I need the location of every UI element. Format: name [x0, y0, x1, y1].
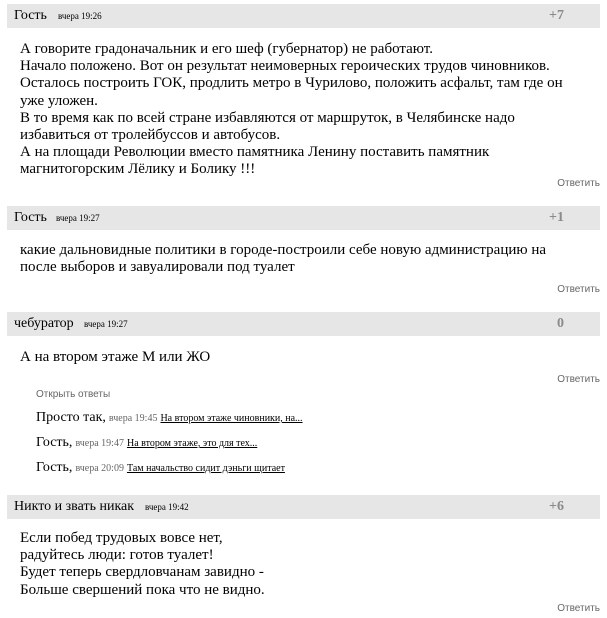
comment-body	[20, 349, 600, 366]
reply-time: вчера 19:45	[108, 413, 158, 424]
comment-time: вчера 19:27	[84, 319, 128, 329]
comment-line: А на втором этаже М или ЖО	[20, 349, 211, 365]
comment-line: радуйтесь люди: готов туалет!	[20, 547, 214, 564]
comment-author[interactable]: чебуратор	[14, 316, 74, 331]
comment-line: Если побед трудовых вовсе нет,	[20, 530, 223, 546]
comment-line: А на площади Революции вместо памятника Ленину поставить памятник	[20, 144, 490, 161]
comment-body	[20, 530, 600, 599]
comment-header	[7, 495, 600, 519]
comment-line: Будет теперь свердловчанам завидно -	[20, 564, 264, 581]
comment-score: 0	[557, 316, 564, 331]
comment-line: какие дальновидные политики в городе-построили себе новую администрацию на	[20, 242, 547, 258]
comment-author[interactable]: Гость	[14, 8, 47, 23]
comment-score: +7	[549, 8, 564, 23]
reply-author[interactable]: Гость,	[36, 460, 73, 475]
comment-line: уже уложен.	[20, 92, 98, 109]
comment-score: +1	[549, 210, 564, 225]
reply-author[interactable]: Просто так,	[36, 410, 106, 425]
comment-line: В то время как по всей стране избавляются от маршруток, в Челябинске надо	[20, 109, 515, 126]
comment-line: Осталось построить ГОК, продлить метро в Чурилово, положить асфальт, там где он	[20, 75, 563, 92]
reply-item	[36, 435, 257, 451]
comment-line: избавиться от тролейбуссов и автобусов.	[20, 127, 281, 144]
reply-link[interactable]: На втором этаже, это для тех...	[126, 438, 258, 449]
comment-line: А говорите градоначальник и его шеф (губернатор) не работают.	[20, 41, 433, 57]
reply-item	[36, 410, 303, 426]
comment-line: после выборов и завуалировали под туалет	[20, 259, 295, 276]
open-replies-link[interactable]: Открыть ответы	[36, 389, 111, 400]
comment-line: магнитогорским Лёлику и Болику !!!	[20, 161, 256, 178]
reply-author[interactable]: Гость,	[36, 435, 73, 450]
comment-author[interactable]: Никто и звать никак	[14, 499, 135, 514]
reply-button[interactable]: Ответить	[557, 178, 600, 189]
comment-time: вчера 19:42	[145, 502, 189, 512]
reply-button[interactable]: Ответить	[557, 284, 600, 295]
reply-time: вчера 19:47	[75, 438, 124, 449]
comment-header	[7, 4, 600, 28]
reply-link[interactable]: На втором этаже чиновники, на...	[160, 413, 303, 424]
reply-time: вчера 20:09	[75, 463, 124, 474]
comment-body	[20, 41, 600, 179]
comment-line: Начало положено. Вот он результат неимоверных героических трудов чиновников.	[20, 58, 550, 75]
comment-score: +6	[549, 499, 564, 514]
comment-header	[7, 312, 600, 336]
reply-button[interactable]: Ответить	[557, 603, 600, 614]
reply-item	[36, 460, 285, 476]
comment-time: вчера 19:26	[58, 11, 102, 21]
comment-time: вчера 19:27	[56, 213, 100, 223]
reply-button[interactable]: Ответить	[557, 374, 600, 385]
comment-header	[7, 206, 600, 230]
reply-link[interactable]: Там начальство сидит дэньги щитает	[126, 463, 285, 474]
comment-author[interactable]: Гость	[14, 210, 47, 225]
comment-line: Больше свершений пока что не видно.	[20, 581, 265, 598]
comment-body	[20, 242, 600, 276]
